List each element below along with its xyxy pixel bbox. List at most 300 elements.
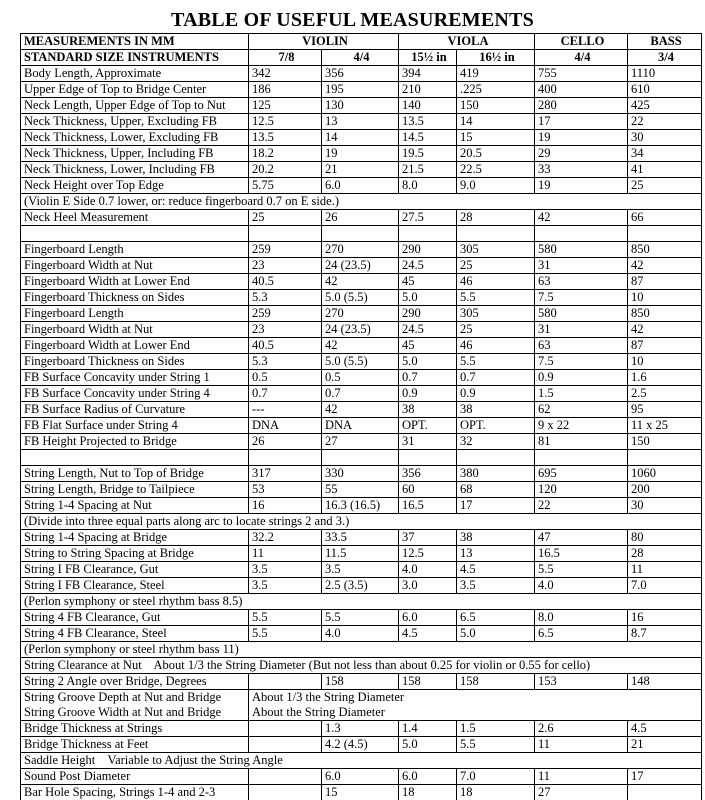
table-row <box>21 562 702 578</box>
blank-cell <box>628 226 702 242</box>
table-cell: 356 <box>322 66 399 82</box>
row-label: Neck Heel Measurement <box>21 210 249 226</box>
blank-cell <box>399 450 457 466</box>
table-cell: 19.5 <box>399 146 457 162</box>
table-cell: 31 <box>535 258 628 274</box>
blank-cell <box>249 450 322 466</box>
row-label: Neck Length, Upper Edge of Top to Nut <box>21 98 249 114</box>
table-cell: 317 <box>249 466 322 482</box>
row-label: Fingerboard Width at Nut <box>21 322 249 338</box>
table-cell: 11 <box>628 562 702 578</box>
table-row <box>21 66 702 82</box>
table-cell: 148 <box>628 674 702 690</box>
table-cell: 19 <box>535 130 628 146</box>
table-cell: 38 <box>457 402 535 418</box>
table-row <box>21 466 702 482</box>
table-cell: 63 <box>535 338 628 354</box>
table-cell: 95 <box>628 402 702 418</box>
table-row <box>21 721 702 737</box>
table-cell: 158 <box>322 674 399 690</box>
table-cell: 0.9 <box>399 386 457 402</box>
table-cell: 4.5 <box>399 626 457 642</box>
row-label: Bar Hole Spacing, Strings 1-4 and 2-3 <box>21 785 249 800</box>
table-cell: 755 <box>535 66 628 82</box>
table-cell: 17 <box>457 498 535 514</box>
header-cell: 4/4 <box>322 50 399 66</box>
table-cell: 5.0 <box>399 737 457 753</box>
table-row <box>21 386 702 402</box>
table-cell: 270 <box>322 242 399 258</box>
table-cell: 15 <box>322 785 399 800</box>
table-row <box>21 737 702 753</box>
note-row <box>21 753 702 769</box>
table-cell: DNA <box>249 418 322 434</box>
table-row <box>21 370 702 386</box>
table-cell: 42 <box>628 258 702 274</box>
table-cell: 5.0 (5.5) <box>322 290 399 306</box>
table-cell: 1110 <box>628 66 702 82</box>
table-row <box>21 785 702 800</box>
row-label: Bridge Thickness at Strings <box>21 721 249 737</box>
table-cell: 290 <box>399 306 457 322</box>
table-cell: 7.5 <box>535 290 628 306</box>
table-cell: 150 <box>628 434 702 450</box>
blank-row <box>21 226 702 242</box>
table-cell: 34 <box>628 146 702 162</box>
table-row <box>21 242 702 258</box>
table-cell: 1.3 <box>322 721 399 737</box>
table-row <box>21 178 702 194</box>
table-cell: 22.5 <box>457 162 535 178</box>
table-cell: 81 <box>535 434 628 450</box>
row-label: String I FB Clearance, Gut <box>21 562 249 578</box>
table-cell: 6.0 <box>322 178 399 194</box>
table-cell: 4.0 <box>399 562 457 578</box>
header-row-groups <box>21 34 702 50</box>
table-cell: 24 (23.5) <box>322 258 399 274</box>
header-cell: 15½ in <box>399 50 457 66</box>
table-cell: 130 <box>322 98 399 114</box>
table-cell: 46 <box>457 274 535 290</box>
table-cell: 0.9 <box>457 386 535 402</box>
row-label: FB Surface Radius of Curvature <box>21 402 249 418</box>
span-row <box>21 690 702 706</box>
table-cell: 37 <box>399 530 457 546</box>
table-cell: 8.0 <box>399 178 457 194</box>
table-cell: 23 <box>249 322 322 338</box>
table-cell: 9.0 <box>457 178 535 194</box>
table-cell: 25 <box>628 178 702 194</box>
table-row <box>21 258 702 274</box>
table-cell: 33.5 <box>322 530 399 546</box>
table-cell: 0.7 <box>322 386 399 402</box>
table-cell: 19 <box>535 178 628 194</box>
table-cell: 259 <box>249 306 322 322</box>
header-cell: CELLO <box>535 34 628 50</box>
note-text: (Perlon symphony or steel rhythm bass 11) <box>21 642 702 658</box>
table-cell: 11 <box>535 737 628 753</box>
table-cell: 6.0 <box>322 769 399 785</box>
table-row <box>21 578 702 594</box>
table-cell: 13.5 <box>399 114 457 130</box>
table-cell: 186 <box>249 82 322 98</box>
table-cell <box>249 737 322 753</box>
blank-row <box>21 450 702 466</box>
table-row <box>21 530 702 546</box>
table-row <box>21 498 702 514</box>
table-cell: 24.5 <box>399 258 457 274</box>
table-cell: 38 <box>399 402 457 418</box>
table-cell: 0.7 <box>399 370 457 386</box>
table-cell: 2.5 <box>628 386 702 402</box>
table-cell: 30 <box>628 130 702 146</box>
row-label: Neck Thickness, Lower, Excluding FB <box>21 130 249 146</box>
row-label: Body Length, Approximate <box>21 66 249 82</box>
row-label: String to String Spacing at Bridge <box>21 546 249 562</box>
table-cell: 87 <box>628 338 702 354</box>
header-cell: STANDARD SIZE INSTRUMENTS <box>21 50 249 66</box>
table-cell: 400 <box>535 82 628 98</box>
table-cell: 27.5 <box>399 210 457 226</box>
table-cell: 63 <box>535 274 628 290</box>
table-cell: 41 <box>628 162 702 178</box>
table-cell: 5.0 (5.5) <box>322 354 399 370</box>
row-label: String Groove Depth at Nut and Bridge <box>21 690 249 706</box>
table-cell: 380 <box>457 466 535 482</box>
table-row <box>21 434 702 450</box>
table-cell: 3.5 <box>457 578 535 594</box>
table-cell: 280 <box>535 98 628 114</box>
table-cell: 7.5 <box>535 354 628 370</box>
span-row <box>21 705 702 721</box>
note-text: (Violin E Side 0.7 lower, or: reduce fingerboard 0.7 on E side.) <box>21 194 702 210</box>
table-cell: 27 <box>535 785 628 800</box>
note-text: (Divide into three equal parts along arc to locate strings 2 and 3.) <box>21 514 702 530</box>
table-cell: 11 <box>535 769 628 785</box>
table-cell: 14 <box>322 130 399 146</box>
row-label: Fingerboard Width at Lower End <box>21 274 249 290</box>
table-row <box>21 338 702 354</box>
header-row-sizes <box>21 50 702 66</box>
table-cell: OPT. <box>399 418 457 434</box>
table-cell: 305 <box>457 306 535 322</box>
row-label: Fingerboard Thickness on Sides <box>21 354 249 370</box>
table-row <box>21 274 702 290</box>
table-cell: 60 <box>399 482 457 498</box>
blank-cell <box>322 226 399 242</box>
header-cell: VIOLIN <box>249 34 399 50</box>
row-label: Neck Height over Top Edge <box>21 178 249 194</box>
table-cell: 5.0 <box>399 290 457 306</box>
table-cell: 19 <box>322 146 399 162</box>
table-cell: 305 <box>457 242 535 258</box>
table-cell: 42 <box>322 274 399 290</box>
table-cell: 850 <box>628 242 702 258</box>
note-text: (Perlon symphony or steel rhythm bass 8.5) <box>21 594 702 610</box>
table-cell: 20.2 <box>249 162 322 178</box>
table-cell: 8.0 <box>535 610 628 626</box>
table-row <box>21 769 702 785</box>
table-cell <box>249 721 322 737</box>
table-cell: 7.0 <box>457 769 535 785</box>
table-cell: 9 x 22 <box>535 418 628 434</box>
table-cell: 210 <box>399 82 457 98</box>
note-row <box>21 594 702 610</box>
table-cell: 270 <box>322 306 399 322</box>
table-cell: 13 <box>457 546 535 562</box>
table-cell: 32.2 <box>249 530 322 546</box>
table-cell: 5.3 <box>249 354 322 370</box>
blank-cell <box>457 226 535 242</box>
table-cell: 0.7 <box>457 370 535 386</box>
table-cell: 0.9 <box>535 370 628 386</box>
table-cell: 55 <box>322 482 399 498</box>
table-cell: 425 <box>628 98 702 114</box>
table-cell: 0.7 <box>249 386 322 402</box>
note-text: Saddle Height Variable to Adjust the String Angle <box>21 753 702 769</box>
table-cell: 18 <box>399 785 457 800</box>
table-cell: 47 <box>535 530 628 546</box>
table-cell: 25 <box>457 258 535 274</box>
row-label: String Groove Width at Nut and Bridge <box>21 705 249 721</box>
table-cell: .225 <box>457 82 535 98</box>
table-cell: 5.75 <box>249 178 322 194</box>
table-cell: 419 <box>457 66 535 82</box>
table-cell: 5.5 <box>322 610 399 626</box>
row-label: String 2 Angle over Bridge, Degrees <box>21 674 249 690</box>
row-label: String 1-4 Spacing at Nut <box>21 498 249 514</box>
blank-cell <box>535 450 628 466</box>
table-cell: 195 <box>322 82 399 98</box>
table-cell: 12.5 <box>399 546 457 562</box>
row-label: String Length, Bridge to Tailpiece <box>21 482 249 498</box>
table-cell: 140 <box>399 98 457 114</box>
blank-cell <box>21 450 249 466</box>
table-cell: 16 <box>249 498 322 514</box>
table-cell <box>249 785 322 800</box>
table-cell: 850 <box>628 306 702 322</box>
table-cell: 5.3 <box>249 290 322 306</box>
table-cell: 1.4 <box>399 721 457 737</box>
table-cell: 80 <box>628 530 702 546</box>
table-cell: 6.0 <box>399 769 457 785</box>
table-cell: 200 <box>628 482 702 498</box>
header-cell: MEASUREMENTS IN MM <box>21 34 249 50</box>
table-cell: 5.5 <box>457 737 535 753</box>
table-cell: 53 <box>249 482 322 498</box>
table-cell: 25 <box>249 210 322 226</box>
table-cell: 16.5 <box>535 546 628 562</box>
table-cell: 5.0 <box>399 354 457 370</box>
table-cell: 22 <box>628 114 702 130</box>
row-label: Sound Post Diameter <box>21 769 249 785</box>
table-cell: 125 <box>249 98 322 114</box>
table-cell: 4.0 <box>535 578 628 594</box>
note-row <box>21 658 702 674</box>
table-cell: 2.5 (3.5) <box>322 578 399 594</box>
table-cell: 15 <box>457 130 535 146</box>
table-cell: 17 <box>535 114 628 130</box>
blank-cell <box>21 226 249 242</box>
blank-cell <box>535 226 628 242</box>
note-row <box>21 514 702 530</box>
table-cell: 153 <box>535 674 628 690</box>
table-cell: 40.5 <box>249 274 322 290</box>
table-cell: 12.5 <box>249 114 322 130</box>
table-row <box>21 674 702 690</box>
table-cell: 3.5 <box>322 562 399 578</box>
table-cell: 45 <box>399 338 457 354</box>
row-label: Neck Thickness, Upper, Including FB <box>21 146 249 162</box>
table-cell: 46 <box>457 338 535 354</box>
table-row <box>21 82 702 98</box>
table-cell: 580 <box>535 306 628 322</box>
row-label: Fingerboard Length <box>21 306 249 322</box>
table-cell: 158 <box>457 674 535 690</box>
table-cell: 290 <box>399 242 457 258</box>
table-cell: 14 <box>457 114 535 130</box>
table-cell: 16.3 (16.5) <box>322 498 399 514</box>
table-row <box>21 114 702 130</box>
table-cell: 10 <box>628 354 702 370</box>
table-cell: 40.5 <box>249 338 322 354</box>
table-cell <box>249 769 322 785</box>
table-cell: 4.5 <box>457 562 535 578</box>
table-cell: 31 <box>399 434 457 450</box>
row-label: FB Flat Surface under String 4 <box>21 418 249 434</box>
table-cell: 5.5 <box>457 354 535 370</box>
header-cell: 3/4 <box>628 50 702 66</box>
table-row <box>21 354 702 370</box>
table-cell: 21.5 <box>399 162 457 178</box>
row-label: FB Surface Concavity under String 1 <box>21 370 249 386</box>
table-cell: 68 <box>457 482 535 498</box>
table-cell: 22 <box>535 498 628 514</box>
table-cell: DNA <box>322 418 399 434</box>
table-cell: 33 <box>535 162 628 178</box>
table-row <box>21 626 702 642</box>
row-label: String 1-4 Spacing at Bridge <box>21 530 249 546</box>
table-cell: 580 <box>535 242 628 258</box>
table-cell: 45 <box>399 274 457 290</box>
table-cell: 11 <box>249 546 322 562</box>
table-cell: 42 <box>535 210 628 226</box>
table-cell: 4.5 <box>628 721 702 737</box>
table-cell: --- <box>249 402 322 418</box>
table-cell: 5.5 <box>457 290 535 306</box>
table-row <box>21 546 702 562</box>
table-row <box>21 306 702 322</box>
table-row <box>21 210 702 226</box>
row-label: Fingerboard Thickness on Sides <box>21 290 249 306</box>
table-cell: 66 <box>628 210 702 226</box>
table-cell: 17 <box>628 769 702 785</box>
header-cell: BASS <box>628 34 702 50</box>
table-cell: 11 x 25 <box>628 418 702 434</box>
table-cell: 150 <box>457 98 535 114</box>
table-cell: 158 <box>399 674 457 690</box>
table-cell: 10 <box>628 290 702 306</box>
table-cell: 330 <box>322 466 399 482</box>
table-cell: 26 <box>322 210 399 226</box>
table-cell: 62 <box>535 402 628 418</box>
table-cell: 13.5 <box>249 130 322 146</box>
table-cell: 21 <box>322 162 399 178</box>
table-cell <box>249 674 322 690</box>
table-cell: 18.2 <box>249 146 322 162</box>
table-row <box>21 130 702 146</box>
table-row <box>21 162 702 178</box>
table-cell: 25 <box>457 322 535 338</box>
table-cell: 4.0 <box>322 626 399 642</box>
table-cell: 32 <box>457 434 535 450</box>
table-cell: 11.5 <box>322 546 399 562</box>
table-cell: 24 (23.5) <box>322 322 399 338</box>
table-cell: 1.6 <box>628 370 702 386</box>
table-cell: 5.5 <box>249 610 322 626</box>
row-label: FB Height Projected to Bridge <box>21 434 249 450</box>
table-cell: 3.5 <box>249 578 322 594</box>
table-cell: 3.0 <box>399 578 457 594</box>
table-cell: 0.5 <box>249 370 322 386</box>
table-row <box>21 482 702 498</box>
span-text: About the String Diameter <box>249 705 702 721</box>
row-label: Upper Edge of Top to Bridge Center <box>21 82 249 98</box>
table-cell: 342 <box>249 66 322 82</box>
table-cell: 356 <box>399 466 457 482</box>
measurements-table <box>20 33 702 800</box>
header-cell: 4/4 <box>535 50 628 66</box>
note-text: String Clearance at Nut About 1/3 the String Diameter (But not less than about 0.25 for violin or 0.55 for cello) <box>21 658 702 674</box>
row-label: String I FB Clearance, Steel <box>21 578 249 594</box>
table-row <box>21 290 702 306</box>
table-row <box>21 322 702 338</box>
table-cell: 42 <box>322 338 399 354</box>
table-cell: 695 <box>535 466 628 482</box>
row-label: String 4 FB Clearance, Steel <box>21 626 249 642</box>
table-cell: 0.5 <box>322 370 399 386</box>
table-cell: 4.2 (4.5) <box>322 737 399 753</box>
table-cell: 28 <box>457 210 535 226</box>
table-cell: 27 <box>322 434 399 450</box>
header-cell: 16½ in <box>457 50 535 66</box>
page-title: TABLE OF USEFUL MEASUREMENTS <box>0 8 705 32</box>
blank-cell <box>399 226 457 242</box>
table-cell: 18 <box>457 785 535 800</box>
table-cell: 87 <box>628 274 702 290</box>
table-cell: 7.0 <box>628 578 702 594</box>
table-cell: OPT. <box>457 418 535 434</box>
table-cell: 6.0 <box>399 610 457 626</box>
table-cell: 20.5 <box>457 146 535 162</box>
table-cell: 42 <box>322 402 399 418</box>
table-cell: 6.5 <box>457 610 535 626</box>
table-cell: 610 <box>628 82 702 98</box>
table-cell: 16.5 <box>399 498 457 514</box>
row-label: Fingerboard Width at Lower End <box>21 338 249 354</box>
table-row <box>21 418 702 434</box>
table-cell: 24.5 <box>399 322 457 338</box>
table-cell: 21 <box>628 737 702 753</box>
table-cell: 394 <box>399 66 457 82</box>
table-cell: 8.7 <box>628 626 702 642</box>
table-row <box>21 146 702 162</box>
blank-cell <box>628 450 702 466</box>
blank-cell <box>322 450 399 466</box>
row-label: String Length, Nut to Top of Bridge <box>21 466 249 482</box>
table-cell: 1060 <box>628 466 702 482</box>
blank-cell <box>249 226 322 242</box>
